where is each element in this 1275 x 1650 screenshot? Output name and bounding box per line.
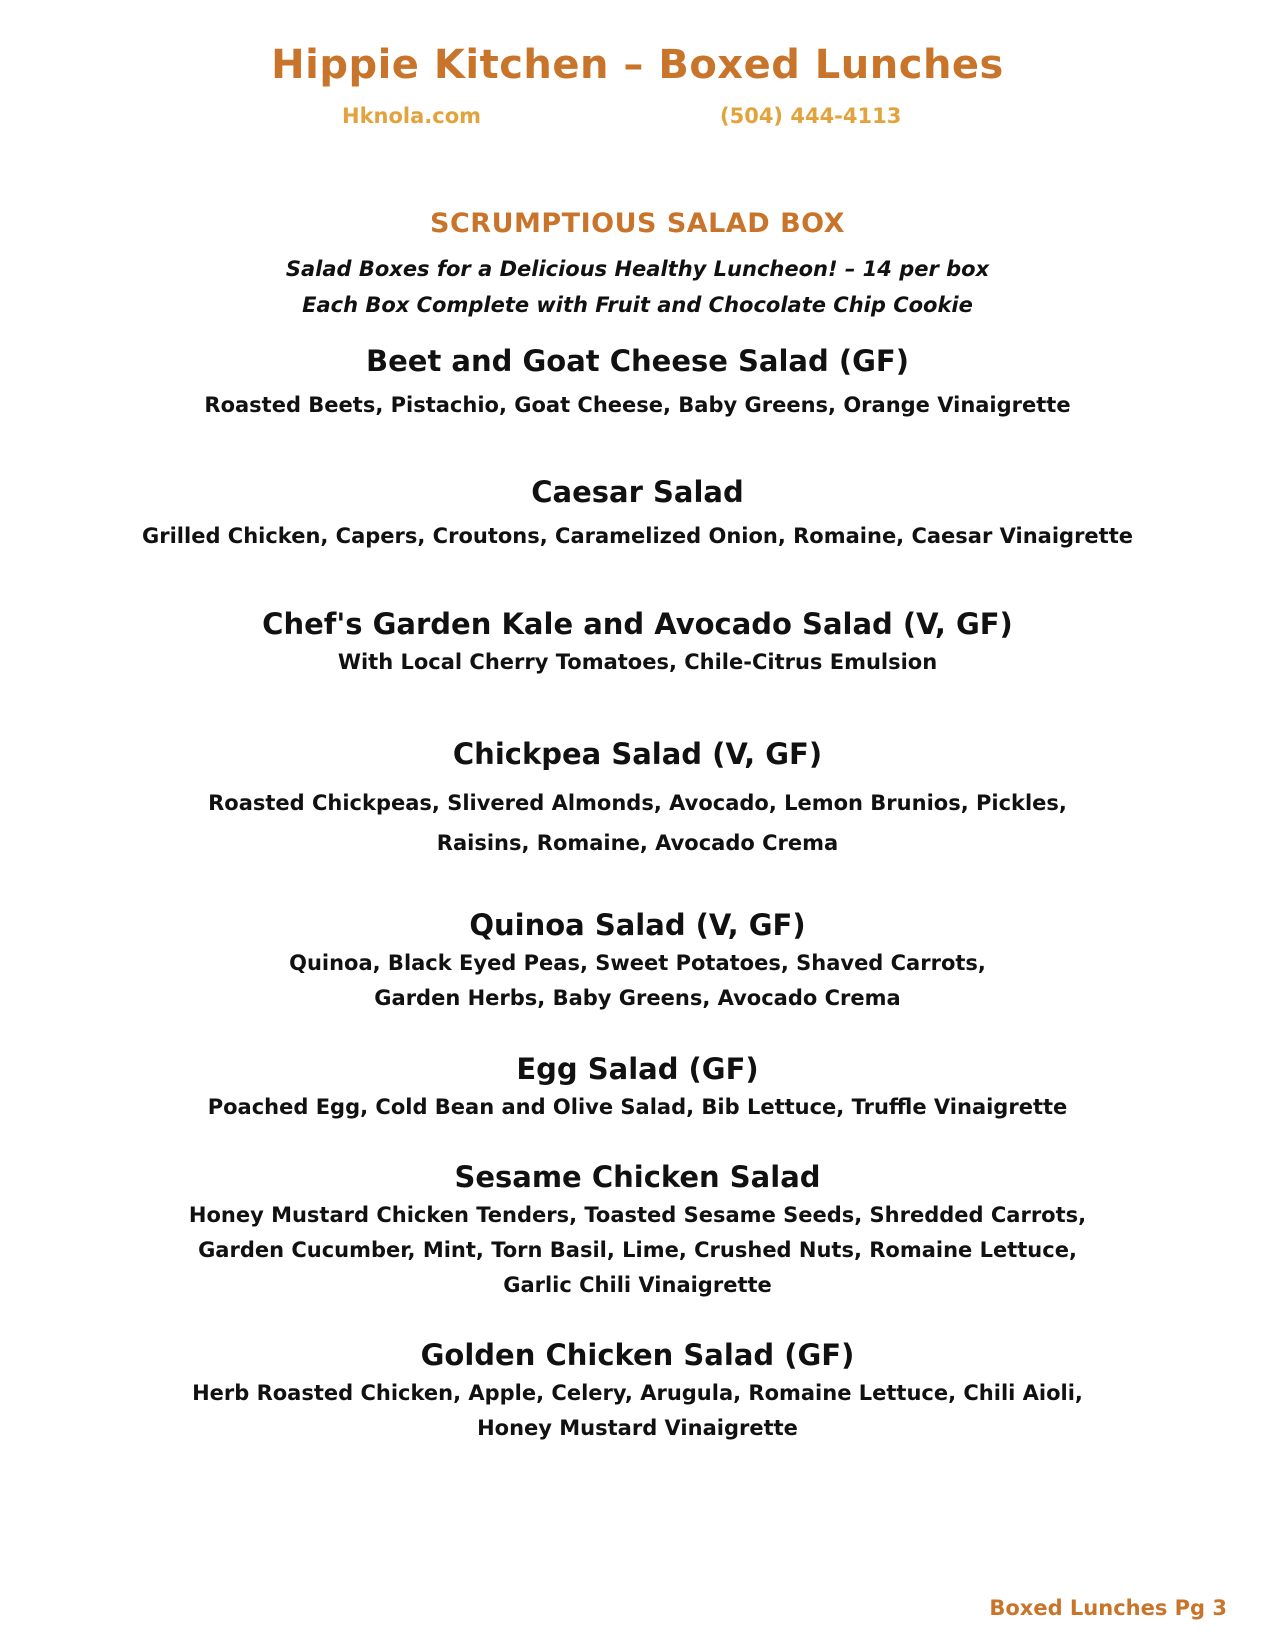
menu-item-name: Chickpea Salad (V, GF) (452, 737, 823, 771)
menu-item-kale-avocado (0, 605, 1275, 680)
menu-item-name: Beet and Goat Cheese Salad (GF) (366, 344, 909, 378)
section-subtitle-2: Each Box Complete with Fruit and Chocolate Chip Cookie (302, 293, 973, 317)
menu-item-description (0, 1090, 1275, 1125)
menu-item-name: Caesar Salad (531, 475, 744, 509)
menu-item-beet-goat-cheese (0, 342, 1275, 423)
menu-item-description (0, 783, 1275, 863)
menu-item-description-line: Poached Egg, Cold Bean and Olive Salad, Bib Lettuce, Truffle Vinaigrette (207, 1095, 1068, 1119)
menu-item-description-line: Roasted Beets, Pistachio, Goat Cheese, Baby Greens, Orange Vinaigrette (204, 393, 1071, 417)
menu-item-name: Chef's Garden Kale and Avocado Salad (V, GF) (262, 607, 1013, 641)
menu-item-description (0, 1198, 1275, 1303)
menu-item-name: Sesame Chicken Salad (454, 1160, 821, 1194)
section-heading: SCRUMPTIOUS SALAD BOX (430, 208, 845, 239)
menu-item-sesame-chicken (0, 1158, 1275, 1303)
menu-item-caesar (0, 473, 1275, 554)
phone-text: (504) 444-4113 (720, 104, 902, 128)
menu-item-description-line: Garden Cucumber, Mint, Torn Basil, Lime, Crushed Nuts, Romaine Lettuce, (198, 1238, 1077, 1262)
menu-item-egg (0, 1050, 1275, 1125)
menu-item-description-line: Honey Mustard Chicken Tenders, Toasted Sesame Seeds, Shredded Carrots, (188, 1203, 1087, 1227)
menu-item-description-line: Garden Herbs, Baby Greens, Avocado Crema (374, 986, 901, 1010)
menu-header (0, 40, 1275, 90)
menu-item-description (0, 946, 1275, 1016)
page-footer-label: Boxed Lunches Pg 3 (989, 1596, 1227, 1620)
menu-item-description (0, 645, 1275, 680)
menu-title: Hippie Kitchen – Boxed Lunches (271, 42, 1004, 88)
menu-item-description-line: Quinoa, Black Eyed Peas, Sweet Potatoes, Shaved Carrots, (289, 951, 986, 975)
menu-item-description-line: Garlic Chili Vinaigrette (503, 1273, 772, 1297)
menu-item-quinoa (0, 906, 1275, 1016)
menu-item-description-line: Herb Roasted Chicken, Apple, Celery, Arugula, Romaine Lettuce, Chili Aioli, (192, 1381, 1083, 1405)
menu-item-description-line: With Local Cherry Tomatoes, Chile-Citrus Emulsion (337, 650, 938, 674)
menu-item-name: Egg Salad (GF) (516, 1052, 759, 1086)
menu-item-name: Quinoa Salad (V, GF) (469, 908, 806, 942)
menu-item-description (0, 519, 1275, 554)
menu-item-description (0, 1376, 1275, 1446)
menu-item-description-line: Grilled Chicken, Capers, Croutons, Caramelized Onion, Romaine, Caesar Vinaigrette (142, 524, 1133, 548)
menu-item-description-line: Raisins, Romaine, Avocado Crema (436, 831, 839, 855)
website-text: Hknola.com (342, 104, 482, 128)
section-subtitle-1: Salad Boxes for a Delicious Healthy Luncheon! – 14 per box (285, 257, 990, 281)
menu-item-golden-chicken (0, 1336, 1275, 1446)
menu-item-name: Golden Chicken Salad (GF) (420, 1338, 855, 1372)
menu-item-description (0, 388, 1275, 423)
menu-item-description-line: Honey Mustard Vinaigrette (477, 1416, 798, 1440)
menu-item-description-line: Roasted Chickpeas, Slivered Almonds, Avocado, Lemon Brunios, Pickles, (208, 791, 1067, 815)
menu-item-chickpea (0, 735, 1275, 863)
